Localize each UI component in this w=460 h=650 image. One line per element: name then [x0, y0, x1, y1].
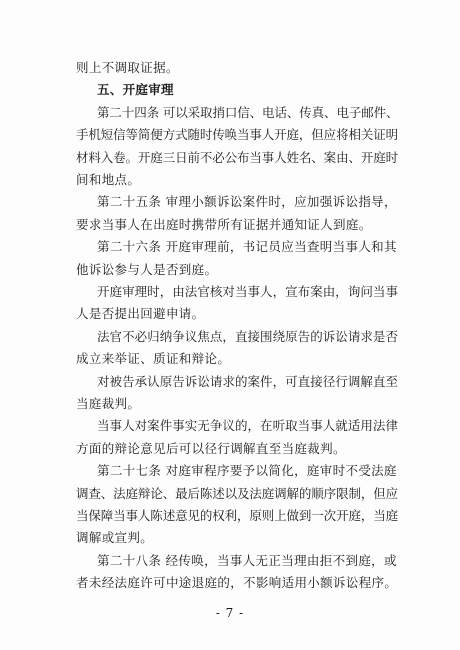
article-24-line-3: 材料入卷。开庭三日前不必公布当事人姓名、案由、开庭时: [76, 149, 398, 165]
paragraph-line: 成立来举证、质证和辩论。: [76, 351, 231, 367]
article-28-line-1: 第二十八条 经传唤，当事人无正当理由拒不到庭，或: [97, 552, 397, 568]
paragraph-line: 法官不必归纳争议焦点，直接围绕原告的诉讼请求是否: [97, 328, 398, 344]
article-27-line-3: 当保障当事人陈述意见的权利，原则上做到一次开庭，当庭: [76, 508, 398, 523]
article-26-line-2: 他诉讼参与人是否到庭。: [76, 261, 218, 277]
paragraph-line: 人是否提出回避申请。: [76, 306, 205, 322]
article-27-line-2: 调查、法庭辩论、最后陈述以及法庭调解的顺序限制，但应: [76, 485, 398, 501]
article-26-line-1: 第二十六条 开庭审理前，书记员应当查明当事人和其: [97, 239, 397, 255]
article-27-line-1: 第二十七条 对庭审程序要予以简化，庭审时不受法庭: [97, 463, 397, 479]
page-number: - 7 -: [215, 605, 245, 620]
paragraph-line: 方面的辩论意见后可以径行调解直至当庭裁判。: [76, 440, 346, 456]
paragraph-line: 当事人对案件事实无争议的，在听取当事人就适用法律: [97, 418, 398, 434]
text-line: 则上不调取证据。: [76, 60, 179, 75]
paragraph-line: 当庭裁判。: [76, 396, 141, 411]
article-25-line-2: 要求当事人在出庭时携带所有证据并通知证人到庭。: [76, 216, 372, 232]
article-24-line-4: 间和地点。: [76, 172, 141, 187]
paragraph-line: 对被告承认原告诉讼请求的案件，可直接径行调解直至: [97, 373, 398, 389]
article-24-line-2: 手机短信等简便方式随时传唤当事人开庭，但应将相关证明: [76, 127, 398, 143]
article-28-line-2: 者未经法庭许可中途退庭的，不影响适用小额诉讼程序。: [76, 575, 398, 591]
article-27-line-4: 调解或宣判。: [76, 530, 154, 546]
paragraph-line: 开庭审理时，由法官核对当事人，宣布案由，询问当事: [97, 284, 398, 299]
article-24-line-1: 第二十四条 可以采取捎口信、电话、传真、电子邮件、: [97, 104, 399, 120]
article-25-line-1: 第二十五条 审理小额诉讼案件时，应加强诉讼指导，: [97, 194, 397, 210]
section-heading: 五、开庭审理: [97, 82, 174, 98]
